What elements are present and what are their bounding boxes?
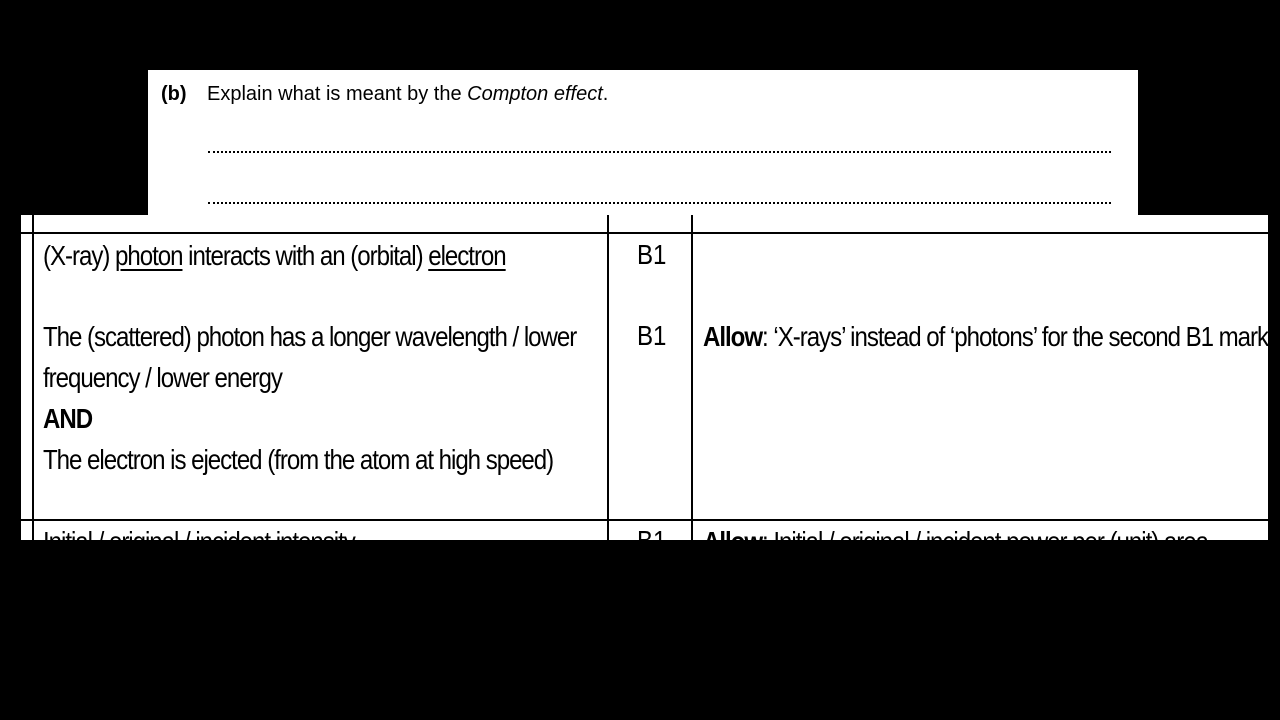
answer-cell: [43, 316, 576, 480]
answer-line-text: frequency / lower energy: [43, 362, 282, 393]
question-part-label: (b): [161, 83, 187, 105]
question-panel: [148, 70, 1138, 215]
underlined-keyword: electron: [428, 240, 506, 271]
question-prompt: [207, 83, 608, 106]
table-border-left: [32, 215, 34, 540]
question-prompt-prefix: Explain what is meant by the: [207, 83, 468, 105]
answer-line-text: The electron is ejected (from the atom at high speed): [43, 444, 554, 475]
mark-scheme-table: [21, 215, 1269, 557]
column-divider: [691, 215, 693, 540]
answer-line: [208, 151, 1111, 153]
question-prompt-suffix: .: [602, 83, 609, 105]
answer-cell: (X-ray) photon interacts with an (orbital) electron: [43, 240, 506, 271]
mark-cell: B1: [637, 320, 667, 351]
guidance-cell: Allow: ‘X-rays’ instead of ‘photons’ for the second B1 mark: [703, 321, 1269, 352]
answer-connector: AND: [43, 403, 93, 434]
mark-cell: B1: [637, 525, 667, 556]
guidance-cell: Allow: Initial / original / incident power per (unit) area: [703, 526, 1208, 557]
answer-cell: Initial / original / incident intensity: [43, 526, 355, 557]
question-prompt-term: Compton effect: [467, 83, 603, 105]
answer-line: [208, 202, 1111, 204]
mark-cell: B1: [637, 239, 667, 270]
row-divider: [21, 232, 1268, 234]
column-divider: [607, 215, 609, 540]
underlined-keyword: photon: [115, 240, 183, 271]
answer-line-text: The (scattered) photon has a longer wavelength / lower: [43, 321, 577, 352]
